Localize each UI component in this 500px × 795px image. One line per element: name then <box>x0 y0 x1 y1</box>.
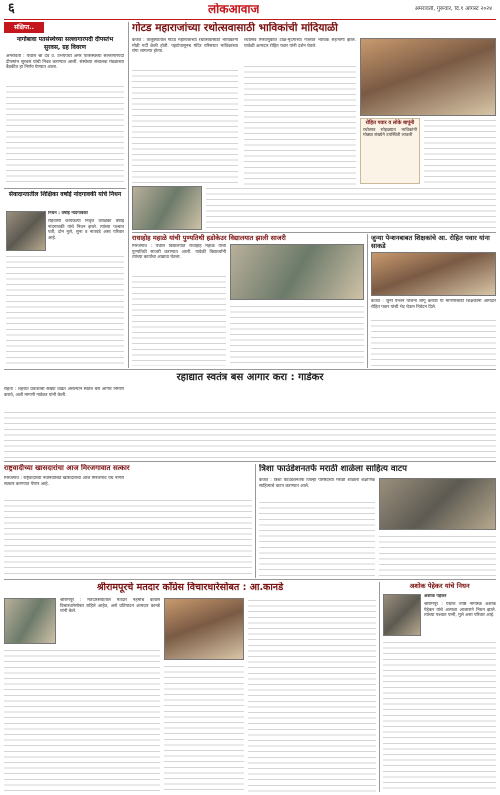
road-headline: रहाद्यात स्वतंत्र बस आगार करा : गाडेकर <box>176 372 324 383</box>
column-divider-left <box>128 22 129 368</box>
trisha-paragraph-1: कर्जत : त्रिशा फाउंडेशनतर्फे जिल्हा परिषदेच्या मराठी शाळेला शैक्षणिक साहित्याचे वाटप करण्यात आले. <box>259 478 375 489</box>
brief-story2-title: सेवादान्तातील शिक्षिका वर्षाई नांदगावकी यांचे निधन <box>8 191 122 198</box>
felicitation-headline: राष्ट्रवादीच्या खासदारांचा आज मिरजगावात सत्कार <box>4 464 130 472</box>
pension-paragraph-1: कर्जत : जुनी पेन्शन योजना लागू करावी या मागणीसाठी शिक्षकांनी आमदार रोहित पवार यांची भेट घेऊन निवेदन दिले. <box>371 299 496 310</box>
lead-divider <box>132 232 496 233</box>
lead-caption-title: रोहित पवार व लोके बापूंनी <box>365 120 415 126</box>
brief-divider <box>4 188 126 189</box>
brief-story1-body: अमरावती : येथील श्री देव उ. उभयपंथी अमर पतसंस्थेच्या सल्लागारपदी दीपस्तंभ सुरवस यांची निवड करण्यात आली. संस्थेच्या संचालक मंडळाच्या बैठकीत हा निर्णय घेण्यात आला. <box>6 54 124 71</box>
masthead-divider <box>4 19 496 20</box>
pension-text-lines <box>371 318 496 366</box>
obituary-headline: अशोक पेहेकर यांचे निधन <box>409 582 470 590</box>
brief-story1-title: नागोबावा पतसंस्थेच्या सल्लागारपदी दीपस्तंभ सुरवस, ग्रह विवरण <box>16 36 114 51</box>
obituary-text-lines <box>383 640 496 792</box>
brief-story2-body: रहिवासी कार्यकर्त्या निवृत्त शिक्षिका वर्षाई नांदगावकी यांचे निधन झाले. त्यांच्या पश्चात पती, दोन मुले, सुना व नातवंडे असा परिवार आहे. <box>48 219 124 241</box>
lead-headline: गोटड महाराजांच्या रथोत्सवासाठी भाविकांची मांदियाळी <box>132 22 338 34</box>
congress-headline: श्रीरामपूरचे मतदार काँग्रेस विचारधारेसोबत : आ.कानडे <box>96 582 284 593</box>
lead-text-lines-col1 <box>132 68 238 186</box>
road-paragraph-1: राहता : शहरात प्रवाशांची संख्या वाढत असल्याने स्वतंत्र बस आगार निर्माण करावे, अशी मागणी गाडेकर यांनी केली. <box>4 387 124 398</box>
column-divider-mid <box>367 234 368 368</box>
brief-label-text: संक्षिप्त.. <box>14 24 34 31</box>
pension-photo <box>371 252 496 296</box>
obituary-paragraph-1: श्रीरामपूर : येथील ज्येष्ठ नागरिक अशोक पेहेकर यांचे अल्पशा आजाराने निधन झाले. त्यांच्या पश्चात पत्नी, मुले असा परिवार आहे. <box>424 602 496 619</box>
section-divider-1 <box>4 369 496 370</box>
newspaper-logo: लोकआवाज <box>208 3 260 16</box>
trisha-photo <box>379 478 496 530</box>
congress-text-lines-3 <box>248 598 376 792</box>
lead-text-lines-bottom <box>206 186 496 230</box>
felicitation-paragraph-1: मिरजगाव : राष्ट्रवादीच्या नवनिर्वाचित खासदारांचा आज मिरजगाव येथे नागरी सत्कार करण्यात येणार आहे. <box>4 476 124 487</box>
brief-story2-text-lines <box>6 254 124 366</box>
lead-photo-rathotsav <box>360 38 496 116</box>
congress-text-lines-1 <box>4 648 160 792</box>
school-text-lines-2 <box>230 304 364 366</box>
lead-caption-text: रथोत्सव सोहळ्यात भाविकांनी मोठ्या संख्येने उपस्थिती लावली <box>363 127 417 139</box>
masthead <box>0 0 500 19</box>
congress-text-lines-2 <box>164 664 244 792</box>
school-text-lines <box>132 274 226 366</box>
page-number: ६ <box>8 2 15 16</box>
congress-paragraph-1: श्रीरामपूर : मतदारसंघातील मतदार नेहमीच काँग्रेस विचारधारेसोबत राहिले आहेत, असे प्रतिपादन आमदार कानडे यांनी केले. <box>60 598 160 615</box>
lead-photo-crowd <box>132 186 202 230</box>
brief-story2-caption: निधन : वर्षाई नांदगावकी <box>48 211 88 216</box>
brief-label <box>4 22 44 33</box>
felicitation-text-lines <box>4 498 252 576</box>
lead-paragraph-1: कर्जत : तालुक्यातील गोटड महाराजांच्या रथोत्सवासाठी भाविकांनी मोठी गर्दी केली होती. पहाटेपासूनच मंदिर परिसरात भाविकांच्या रांगा लागल्या होत्या. <box>132 38 238 55</box>
column-divider-obituary <box>379 582 380 792</box>
school-paragraph-1: मिरजगाव : येथील विद्यालयात राधाहोह महाळे यांची पुण्यतिथी साजरी करण्यात आली. यावेळी विद्यार्थ्यांनी त्यांच्या कार्याचा आढावा घेतला. <box>132 244 226 261</box>
school-headline: राधाहोह महाळे यांची पुण्यतिथी हडोकेउर विद्यालयात झाली साजरी <box>132 234 286 242</box>
section-divider-3 <box>4 579 496 580</box>
school-photo <box>230 244 364 300</box>
brief-column <box>4 22 126 368</box>
obituary-caption: अशोक पेहेकर <box>424 594 447 599</box>
congress-photo-1 <box>4 598 56 644</box>
obituary-photo-ashok <box>383 594 421 636</box>
pension-headline: जुन्या पेन्शनबाबत शिक्षकांचे आ. रोहित पवार यांना साकडे <box>371 234 490 250</box>
obituary-photo-varshai <box>6 211 46 251</box>
lead-text-lines-col2 <box>244 64 356 186</box>
section-divider-2 <box>4 461 496 462</box>
lead-photo-caption-box <box>360 118 420 184</box>
date-line: अमरावती, गुरूवार, दि.१ ऑगस्ट २०२४ <box>414 6 492 12</box>
trisha-text-lines-2 <box>379 534 496 576</box>
trisha-headline: त्रिशा फाउंडेशनतर्फे मराठी शाळेला साहित्य वाटप <box>259 464 407 474</box>
lead-text-lines-col3 <box>424 118 496 184</box>
column-divider-felicitation <box>255 464 256 578</box>
road-text-lines <box>4 410 496 458</box>
congress-photo-2 <box>164 598 244 660</box>
trisha-text-lines <box>259 500 375 576</box>
lead-paragraph-2: रथोत्सव मिरवणुकीत टाळ-मृदंगाच्या गजरात भाविक सहभागी झाले. यावेळी आमदार रोहित पवार यांनी दर्शन घेतले. <box>244 38 356 49</box>
brief-story1-text-lines <box>6 84 124 184</box>
